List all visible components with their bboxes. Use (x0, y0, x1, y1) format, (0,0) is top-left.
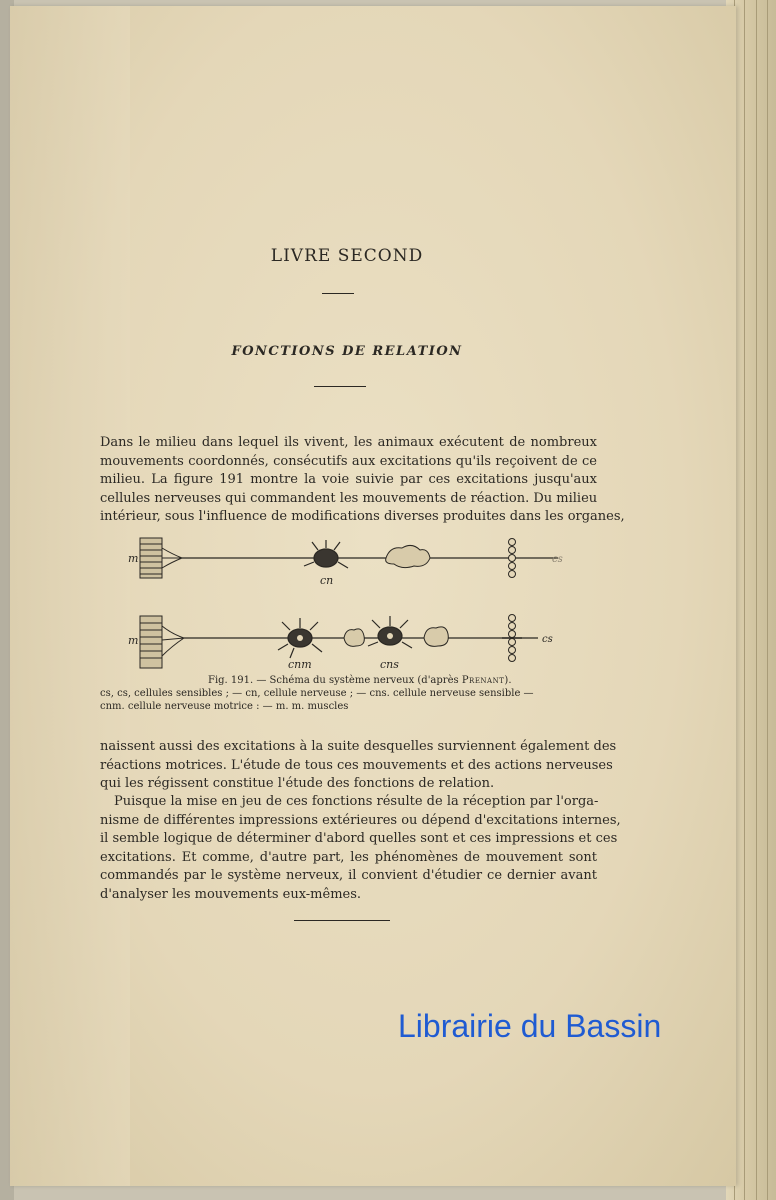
neuron-cns (368, 616, 412, 648)
text-line: Dans le milieu dans lequel ils vivent, les animaux exécutent de nombreux (100, 435, 597, 450)
paragraph-continuation (100, 738, 617, 794)
book-page (10, 6, 736, 1186)
paragraph-conclusion (100, 793, 621, 904)
label-cns: cns (380, 658, 399, 671)
synapse-top (386, 545, 430, 567)
text-line: naissent aussi des excitations à la suite desquelles surviennent également des (100, 739, 617, 754)
text-line: il semble logique de déterminer d'abord quelles sont et ces impressions et ces (100, 831, 618, 846)
caption-author: Prenant (461, 675, 505, 686)
text-line: milieu. La figure 191 montre la voie suivie par ces excitations jusqu'aux (100, 472, 597, 487)
caption-legend-1: cs, cs, cellules sensibles ; — cn, cellule nerveuse ; — cns. cellule nerveuse sensible — (100, 688, 534, 699)
label-m-bottom: m (128, 634, 139, 647)
synapse-bottom-2 (424, 627, 448, 646)
caption-fig-number: Fig. 191. (208, 675, 254, 686)
book-title: LIVRE SECOND (270, 246, 424, 266)
label-m-top: m (128, 552, 139, 565)
watermark-text: Librairie du Bassin (398, 1008, 662, 1044)
text-line: qui les régissent constitue l'étude des fonctions de relation. (100, 776, 495, 791)
caption-title: — Schéma du système nerveux (d'après (256, 675, 459, 686)
subtitle-rule (314, 386, 366, 387)
text-line: commandés par le système nerveux, il convient d'étudier ce dernier avant (100, 868, 597, 883)
text-line: d'analyser les mouvements eux-mêmes. (100, 886, 362, 902)
figure-caption (100, 674, 590, 713)
muscle-top (140, 538, 182, 578)
text-line: cellules nerveuses qui commandent les mouvements de réaction. Du milieu (100, 490, 598, 506)
receptor-bottom (502, 615, 522, 662)
caption-title-end: ). (504, 675, 512, 686)
paragraph-intro (100, 434, 625, 527)
text-line: nisme de différentes impressions extérieures ou dépend d'excitations internes, (100, 812, 621, 828)
label-cs-top: cs (552, 554, 563, 565)
page-gutter (10, 6, 130, 1186)
label-cnm: cnm (288, 658, 312, 671)
title-rule (322, 293, 354, 294)
label-cn: cn (320, 574, 334, 587)
chapter-subtitle: FONCTIONS DE RELATION (231, 344, 463, 359)
text-line: mouvements coordonnés, consécutifs aux excitations qu'ils reçoivent de ce (100, 453, 597, 469)
synapse-bottom-1 (344, 629, 364, 646)
muscle-bottom (140, 616, 184, 668)
caption-legend-2: cnm. cellule nerveuse motrice : — m. m. muscles (100, 701, 349, 712)
text-line: réactions motrices. L'étude de tous ces mouvements et des actions nerveuses (100, 757, 613, 773)
nervous-system-figure (128, 534, 578, 674)
text-line: intérieur, sous l'influence de modifications diverses produites dans les organes, (100, 509, 625, 524)
receptor-top (509, 539, 516, 578)
neuron-cn (304, 540, 348, 568)
text-line: excitations. Et comme, d'autre part, les phénomènes de mouvement sont (100, 849, 597, 865)
end-rule (294, 920, 390, 921)
text-line: Puisque la mise en jeu de ces fonctions résulte de la réception par l'orga- (114, 794, 599, 809)
label-cs-bottom: cs (542, 634, 553, 645)
